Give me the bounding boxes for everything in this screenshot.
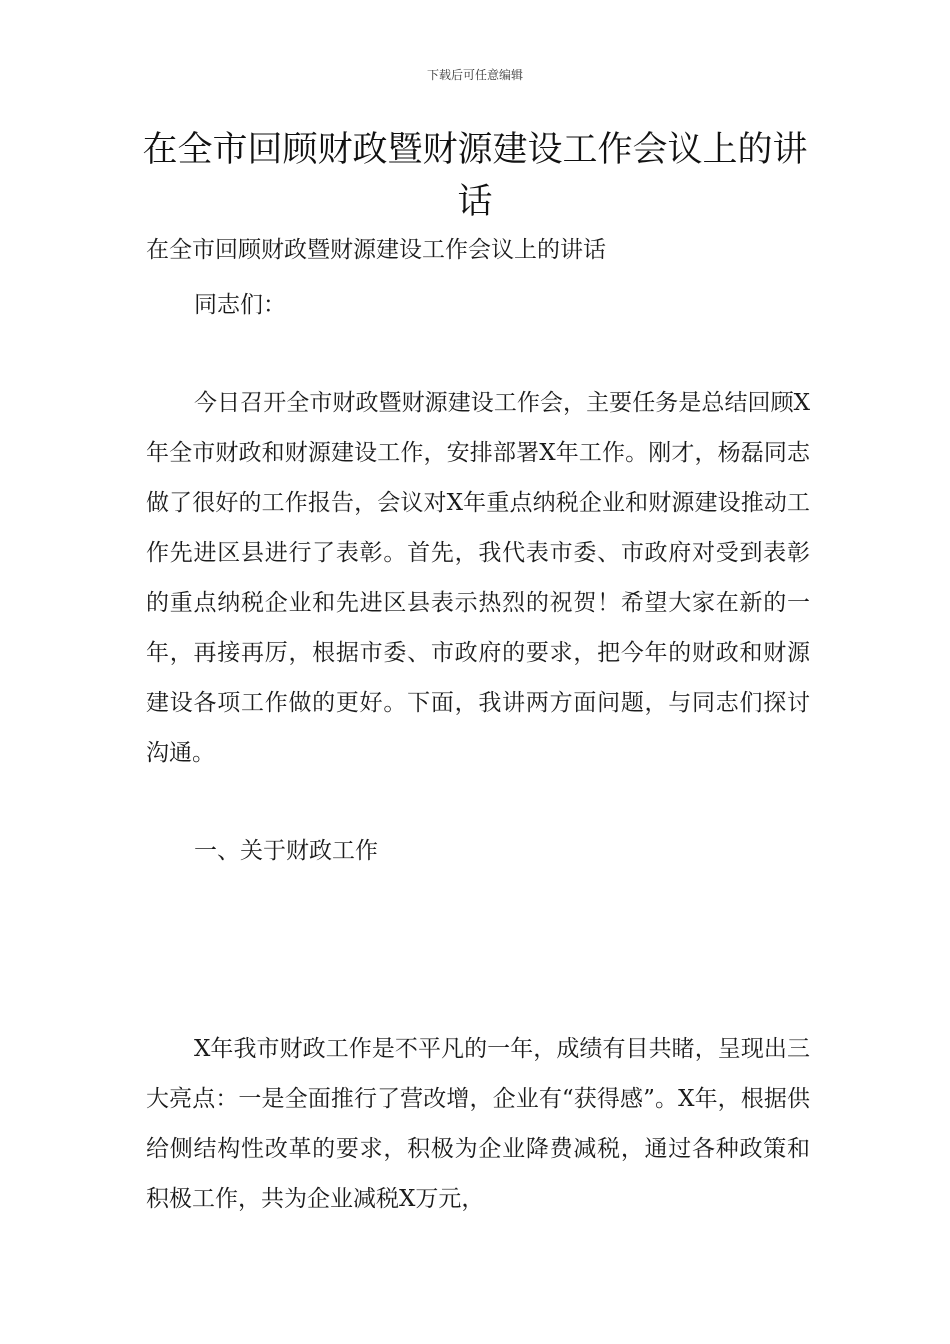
paragraph-intro: 今日召开全市财政暨财源建设工作会，主要任务是总结回顾X年全市财政和财源建设工作，安排部署X年工作。刚才，杨磊同志做了很好的工作报告，会议对X年重点纳税企业和财源建设推动工作先进区县进行了表彰。首先，我代表市委、市政府对受到表彰的重点纳税企业和先进区县表示热烈的祝贺！希望大家在新的一年，再接再厉，根据市委、市政府的要求，把今年的财政和财源建设各项工作做的更好。下面，我讲两方面问题，与同志们探讨沟通。 <box>146 390 810 766</box>
section-heading-finance: 一、关于财政工作 <box>194 838 378 864</box>
document-title: 在全市回顾财政暨财源建设工作会议上的讲话 <box>142 130 808 222</box>
greeting: 同志们： <box>194 292 286 318</box>
header-note: 下载后可任意编辑 <box>426 68 523 82</box>
document-subtitle: 在全市回顾财政暨财源建设工作会议上的讲话 <box>146 237 606 263</box>
paragraph-finance-review: X年我市财政工作是不平凡的一年，成绩有目共睹，呈现出三大亮点：一是全面推行了营改增，企业有“获得感”。X年，根据供给侧结构性改革的要求，积极为企业降费减税，通过各种政策和积极工作，共为企业减税X万元， <box>146 1036 810 1212</box>
